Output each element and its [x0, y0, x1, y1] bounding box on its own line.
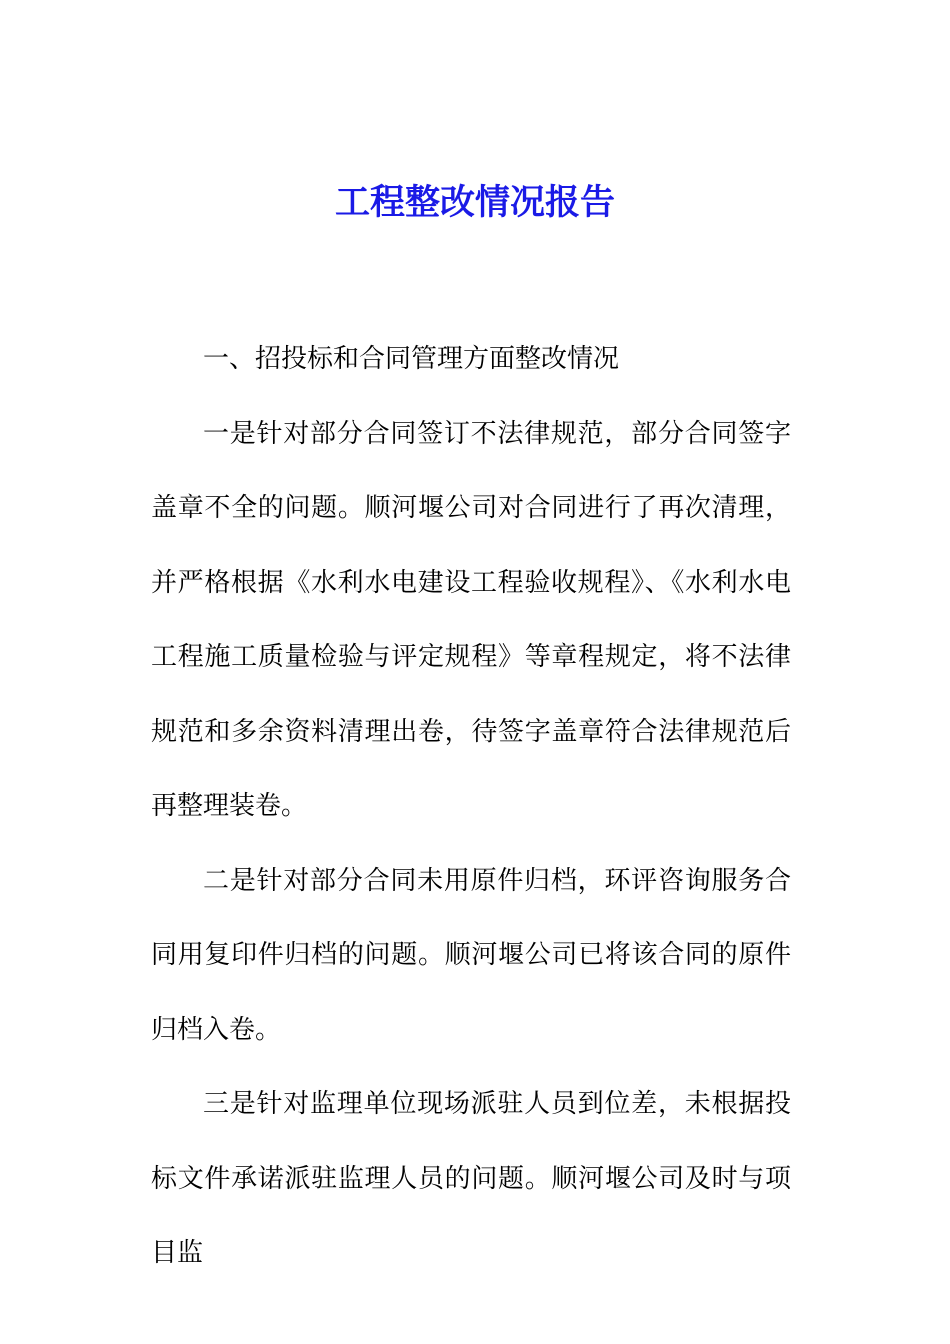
paragraph-1: 一是针对部分合同签订不法律规范，部分合同签字盖章不全的问题。顺河堰公司对合同进行了再次清理，并严格根据《水利水电建设工程验收规程》、《水利水电工程施工质量检验与评定规程》等章程规定，将不法律规范和多余资料清理出卷，待签字盖章符合法律规范后再整理装卷。 — [151, 418, 791, 821]
paragraph-3: 三是针对监理单位现场派驻人员到位差，未根据投标文件承诺派驻监理人员的问题。顺河堰公司及时与项目监 — [151, 1089, 791, 1268]
paragraph-2: 二是针对部分合同未用原件归档，环评咨询服务合同用复印件归档的问题。顺河堰公司已将该合同的原件归档入卷。 — [151, 865, 791, 1045]
document-body — [151, 322, 791, 1291]
document-title: 工程整改情况报告 — [334, 182, 615, 223]
section-heading: 一、招投标和合同管理方面整改情况 — [203, 344, 620, 374]
